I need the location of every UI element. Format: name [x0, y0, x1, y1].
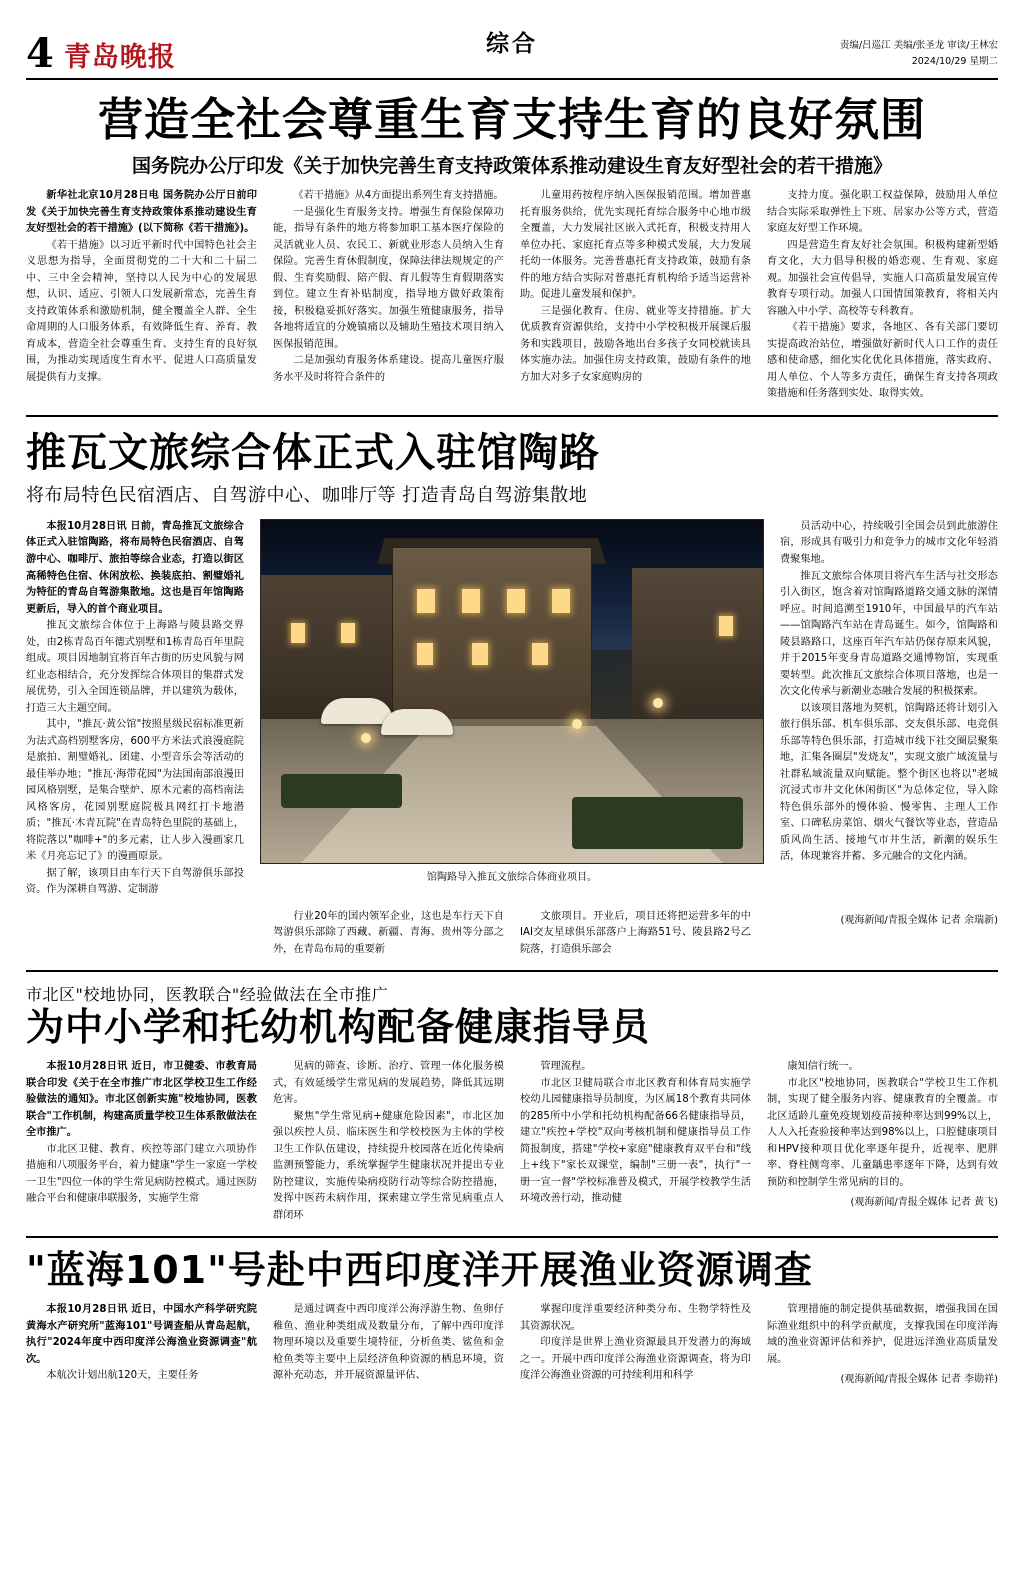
article1-para: 《若干措施》从4方面提出系列生育支持措施。 — [293, 190, 504, 202]
article3-headline: 为中小学和托幼机构配备健康指导员 — [26, 1005, 651, 1050]
photo-window — [291, 623, 305, 643]
article2-cont-column-1 — [26, 909, 257, 959]
article2-cont-column-2 — [273, 909, 504, 959]
article3-para: 聚焦"学生常见病+健康危险因素"，市北区加强以疾控人员、临床医生和学校校医为主体的学校卫生工作队伍建设，持续提升校园落在近化传染病监测预警能力，系统掌握学生健康状况并提出专业防控建议，实施传染病疫防行动等综合防控措施，发挥中医药未病作用，探索建立学生常见病重点人群闭环 — [273, 1110, 504, 1221]
article2-para: 员活动中心，持续吸引全国会员到此旅游住宿，形成具有吸引力和竞争力的城市文化年轻消费聚集地。 — [780, 520, 998, 565]
photo-window — [417, 643, 433, 665]
article-tuwa-cultural-complex — [26, 431, 998, 958]
photo-window — [552, 589, 570, 613]
article2-headline: 推瓦文旅综合体正式入驻馆陶路 — [26, 429, 600, 476]
article2-body-continued — [26, 909, 998, 959]
article2-cont-column-4 — [767, 909, 998, 959]
article1-para: 二是加强幼育服务体系建设。提高儿童医疗服务水平及时将符合条件的 — [273, 355, 504, 383]
photo-hedge — [572, 797, 743, 849]
article2-column-right — [780, 519, 998, 899]
article3-para: 管理流程。 — [540, 1061, 592, 1073]
article3-para: 见病的筛查、诊断、治疗、管理一体化服务模式，有效延缓学生常见病的发展趋势，降低其远期危害。 — [273, 1061, 504, 1106]
photo-building-center — [392, 547, 593, 725]
section-divider-3 — [26, 1236, 998, 1238]
article4-para: 管理措施的制定提供基础数据，增强我国在国际渔业组织中的科学贡献度，支撑我国在印度洋海域的渔业资源评估和养护，促进远洋渔业高质量发展。 — [767, 1304, 998, 1365]
article4-para: 是通过调查中西印度洋公海浮游生物、鱼卵仔稚鱼、渔业种类组成及数量分布，了解中西印度洋物理环境以及重要生境特征，分析鱼类、鲨鱼和金枪鱼类等主要中上层经济鱼种资源的栖息环境，资源补充动态，并开展资源量评估、 — [273, 1304, 504, 1382]
article4-column-4 — [767, 1302, 998, 1388]
article2-column-left — [26, 519, 244, 899]
article2-para: 推瓦文旅综合体位于上海路与陵县路交界处，由2栋青岛百年德式别墅和1栋青岛百年里院组成。项目因地制宜将百年古街的历史风貌与网红业态相结合，充分发挥综合体项目的集群式发展优势，引入全国连锁品牌，并以建筑为载体，打造三大主题空间。 — [26, 620, 244, 714]
article3-column-2 — [273, 1059, 504, 1224]
article3-body — [26, 1059, 998, 1224]
masthead — [26, 18, 998, 80]
article2-cont-column-3 — [520, 909, 751, 959]
article1-para: 新华社北京10月28日电 国务院办公厅日前印发《关于加快完善生育支持政策体系推动建设生育友好型社会的若干措施》(以下简称《若干措施》)。 — [26, 190, 257, 235]
article3-para: 市北区卫健、教育、疾控等部门建立六项协作措施和八项服务平台，着力健康"学生一家庭一学校一卫生"四位一体的学生常见病防控模式。通过医防融合平台和健康串联服务，实施学生常 — [26, 1143, 257, 1205]
article3-para: 本报10月28日讯 近日，市卫健委、市教育局联合印发《关于在全市推广市北区学校卫生工作经验做法的通知》。市北区创新实施"校地协同，医教联合"工作机制，构建高质量学校卫生体系散做法在全市推广。 — [26, 1061, 257, 1139]
page-number: 4 — [26, 30, 54, 77]
article-fertility-support — [26, 93, 998, 403]
article4-byline: (观海新闻/青报全媒体 记者 李勋祥) — [840, 1374, 998, 1386]
paper-nameplate: 青岛晚报 — [63, 42, 176, 73]
article2-para: 推瓦文旅综合体项目将汽车生活与社交形态引入街区，饱含着对馆陶路道路交通文脉的深情呼应。时间追溯至1910年，中国最早的汽车站——馆陶路汽车站在青岛诞生。如今，馆陶路和陵县路路口，这座百年汽车站仍保存原来风貌，并于2015年变身青岛道路交通博物馆，实现重要转型。此次推瓦文旅综合体项目落地，也是一次文化传承与新潮业态融合发展的积极探索。 — [780, 570, 998, 698]
article4-column-2 — [273, 1302, 504, 1388]
article2-para: 本报10月28日讯 日前，青岛推瓦文旅综合体正式入驻馆陶路，将布局特色民宿酒店、自驾游中心、咖啡厅、旅拍等综合业态，打造以街区高稀特色住宿、休闲放松、换装底拍、割璧婚礼为特征的青岛自驾游集散地。这也是百年馆陶路更新后，导入的首个商业项目。 — [26, 520, 244, 615]
article1-para: 一是强化生育服务支持。增强生育保险保障功能，指导有条件的地方将参加职工基本医疗保险的灵活就业人员、农民工、新就业形态人员纳入生育保险。完善生育休假制度，保障法律法规规定的产假、生育奖励假、陪产假、育儿假等生育假期落实到位。建立生育补贴制度，指导地方做好政策衔接，积极稳妥抓好落实。加强生殖健康服务，指导各地将适宜的分娩镇痛以及辅助生殖技术项目纳入医保报销范围。 — [273, 206, 504, 350]
article4-column-3 — [520, 1302, 751, 1388]
section-divider-2 — [26, 970, 998, 972]
article1-column-1 — [26, 188, 257, 403]
article1-para: 《若干措施》要求，各地区、各有关部门要切实提高政治站位，增强做好新时代人口工作的责任感和使命感，细化实化优化具体措施，落实政府、用人单位、个人等多方责任，确保生育支持各项政策措施和任务落到实处、取得实效。 — [767, 322, 998, 400]
article1-para: 三是强化教育、住房、就业等支持措施。扩大优质教育资源供给，支持中小学校积极开展课后服务和实践项目，鼓励各地出台多孩子女同校就读具体实施办法。加强住房支持政策，鼓励有条件的地方加大对多子女家庭购房的 — [520, 305, 751, 383]
photo-umbrella — [381, 709, 453, 735]
article1-headline: 营造全社会尊重生育支持生育的良好氛围 — [97, 93, 926, 146]
photo-window — [532, 643, 548, 665]
article-indian-ocean-survey — [26, 1250, 998, 1388]
article4-column-1 — [26, 1302, 257, 1388]
article1-column-4 — [767, 188, 998, 403]
article4-para: 本航次计划出航120天，主要任务 — [46, 1370, 199, 1382]
article1-column-3 — [520, 188, 751, 403]
article-health-instructors — [26, 982, 998, 1224]
photo-hedge — [281, 774, 401, 808]
photo-tuwa-courtyard — [260, 519, 764, 864]
article1-para: 支持力度。强化职工权益保障，鼓励用人单位结合实际采取弹性上下班、居家办公等方式，营造家庭友好型工作环境。 — [767, 190, 998, 235]
article1-para: 《若干措施》以习近平新时代中国特色社会主义思想为指导，全面贯彻党的二十大和二十届二中、三中全会精神，坚持以人民为中心的发展思想，认识、适应、引领人口发展新常态，完善生育支持政策体系和激励机制，健全覆盖全人群、全生命周期的人口服务体系，有效降低生育、养育、教育成本，营造全社会尊重生育、支持生育的良好氛围，为推动实现适度生育水平、促进人口高质量发展提供有力支撑。 — [26, 239, 257, 383]
photo-umbrella — [321, 698, 393, 724]
editor-credits: 责编/吕巡江 美编/张圣龙 审读/王林宏 — [839, 39, 998, 51]
photo-window — [462, 589, 480, 613]
article1-subhead: 国务院办公厅印发《关于加快完善生育支持政策体系推动建设生育友好型社会的若干措施》 — [131, 155, 892, 178]
photo-light — [361, 733, 371, 743]
article4-para: 印度洋是世界上渔业资源最具开发潜力的海域之一。开展中西印度洋公海渔业资源调查，将为印度洋公海渔业资源的可持续利用和科学 — [520, 1337, 751, 1382]
section-title: 综合 — [486, 30, 538, 57]
photo-caption: 馆陶路导入推瓦文旅综合体商业项目。 — [427, 871, 597, 883]
article2-body — [26, 519, 998, 899]
article4-body — [26, 1302, 998, 1388]
article3-kicker: 市北区"校地协同，医教联合"经验做法在全市推广 — [26, 985, 389, 1005]
article2-para: 行业20年的国内领军企业，这也是车行天下自驾游俱乐部除了西藏、新疆、青海、贵州等分部之外，在青岛布局的重要新 — [273, 910, 504, 955]
article3-byline: (观海新闻/青报全媒体 记者 黄飞) — [850, 1197, 998, 1209]
article4-headline: "蓝海101"号赴中西印度洋开展渔业资源调查 — [26, 1248, 813, 1293]
article2-subhead: 将布局特色民宿酒店、自驾游中心、咖啡厅等 打造青岛自驾游集散地 — [26, 484, 588, 506]
photo-window — [417, 589, 435, 613]
article1-body — [26, 188, 998, 403]
photo-light — [653, 698, 663, 708]
article1-column-2 — [273, 188, 504, 403]
article4-para: 本报10月28日讯 近日，中国水产科学研究院黄海水产研究所"蓝海101"号调查船从青岛起航，执行"2024年度中西印度洋公海渔业资源调查"航次。 — [26, 1304, 257, 1365]
article2-para: 以该项目落地为契机，馆陶路还将计划引入旅行俱乐部、机车俱乐部、交友俱乐部、电竞俱乐部等特色俱乐部，打造城市线下社交圈层聚集地，汇集各圈层"发烧友"，实现文旅广域流量与社群私域流量双向赋能。整个街区也将以"老城沉浸式市井文化休闲街区"为总体定位，导入除特色俱乐部外的慢体验、慢零售、主理人工作室、口碑私房菜馆、烟火气餐饮等业态，营造品质风尚生活、接地气市井生活，新潮的娱乐生活，体现兼容并蓄、多元融合的文化内涵。 — [780, 702, 998, 863]
photo-building-right — [632, 568, 763, 733]
article2-byline: (观海新闻/青报全媒体 记者 余瑞新) — [840, 914, 998, 926]
article3-para: 康知信行统一。 — [787, 1061, 859, 1073]
article3-para: 市北区卫健局联合市北区教育和体育局实施学校幼儿园健康指导员制度，为区属18个教育共同体的285所中小学和托幼机构配备66名健康指导员，建立"疾控+学校"双向考核机制和健康指导员工作简报制度，搭建"学校+家庭"健康教育双平台和"线上+线下"家长双课堂，编制"三册一表"，执行"一册一宣一督"学校标准普及模式，开展学校教学生活环境改善行动，推动健 — [520, 1077, 751, 1205]
article2-para: 据了解，该项目由车行天下自驾游俱乐部投资。作为深耕自驾游、定制游 — [26, 867, 244, 896]
article2-para: 其中，"推瓦·黄公馆"按照星级民宿标准更新为法式高档别墅客房，600平方米法式浪漫庭院是旅拍、割璧婚礼、团建、小型音乐会等活动的最佳举办地；"推瓦·海带花园"为法国南部浪漫田园风格别墅，是集合壁炉、原木元素的高档南法风格客房，花园别墅庭院极具网红打卡地潜质；"推瓦·木青瓦院"在青岛特色里院的基础上，将院落以"咖啡+"的多元素，让人步入漫画家几米《月亮忘记了》的漫画原景。 — [26, 719, 244, 863]
photo-window — [507, 589, 525, 613]
article2-para: 文旅项目。开业后，项目还将把运营多年的中IAI交友星球俱乐部落户上海路51号、陵县路2号乙院落，打造俱乐部会 — [520, 910, 751, 955]
article3-column-4 — [767, 1059, 998, 1224]
article1-para: 四是营造生育友好社会氛围。积极构建新型婚育文化，大力倡导积极的婚恋观、生育观、家庭观。加强社会宣传倡导，实施人口高质量发展宣传教育专项行动。加强人口国情国策教育，将相关内容融入中小学、高校等专科教育。 — [767, 239, 998, 317]
article3-column-3 — [520, 1059, 751, 1224]
section-divider-1 — [26, 415, 998, 417]
article2-photo-block — [260, 519, 764, 899]
photo-window — [472, 643, 488, 665]
publication-date: 2024/10/29 星期二 — [911, 55, 998, 67]
photo-window — [719, 616, 733, 636]
article3-column-1 — [26, 1059, 257, 1224]
article1-para: 儿童用药按程序纳入医保报销范围。增加普惠托育服务供给，优先实现托育综合服务中心地市级全覆盖，大力发展社区嵌入式托育，积极支持用人单位办托、家庭托育点等多种模式发展，大力发展托幼一体服务。完善普惠托育支持政策，鼓励有条件的地方结合实际对普惠托育机构给予适当运营补助。促进儿童发展和保护。 — [520, 190, 751, 301]
article3-para: 市北区"校地协同，医教联合"学校卫生工作机制，实现了健全服务内容、健康教育的全覆盖。市北区适龄儿童免疫规划疫苗接种率达到99%以上，人人入托查验接种率达到98%以上，口腔健康项目和HPV接种项目优化率逐年提升，近视率、肥胖率、脊柱侧弯率、儿童龋患率逐年下降，达到有效预防和控制学生常见病的目的。 — [767, 1077, 998, 1188]
photo-window — [341, 623, 355, 643]
article4-para: 掌握印度洋重要经济种类分布、生物学特性及其资源状况。 — [520, 1304, 751, 1332]
